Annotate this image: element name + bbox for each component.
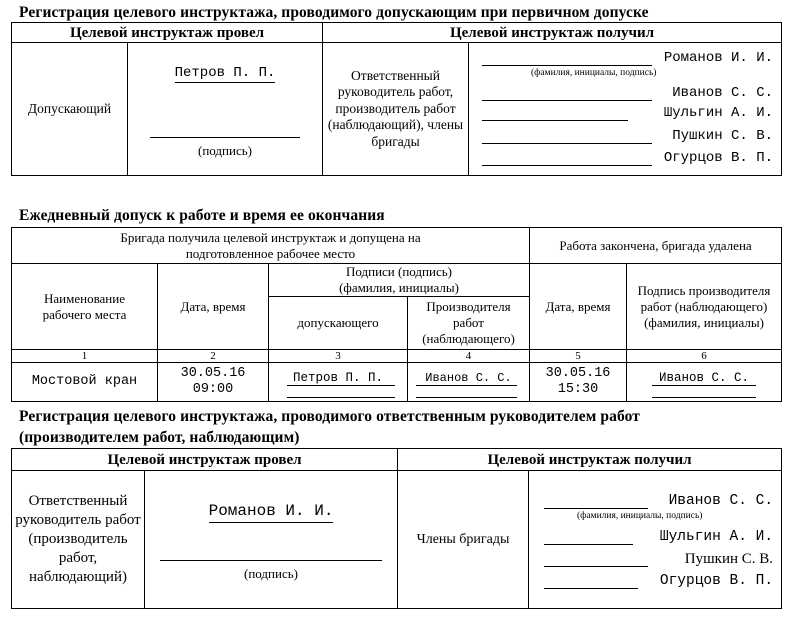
receiver-name: Иванов С. С. bbox=[672, 85, 774, 101]
col-number: 5 bbox=[530, 350, 627, 363]
row-start-date: 30.05.16 bbox=[180, 366, 246, 381]
row-workplace: Мостовой кран bbox=[12, 363, 158, 402]
row-foreman-cell bbox=[408, 363, 530, 402]
signature-label: (подпись) bbox=[198, 143, 252, 158]
receiver-name: Огурцов В. П. bbox=[659, 573, 774, 589]
receivers-cell bbox=[469, 43, 782, 176]
section3-table bbox=[11, 448, 782, 609]
conductor-role: Ответственный руководитель работ (производитель работ, наблюдающий) bbox=[12, 471, 145, 609]
header-conducted: Целевой инструктаж провел bbox=[12, 23, 323, 43]
receivers-cell bbox=[529, 471, 782, 609]
row-end-date: 30.05.16 bbox=[545, 366, 611, 381]
receiver-name: Иванов С. С. bbox=[668, 493, 774, 509]
names-caption: (фамилия, инициалы, подпись) bbox=[531, 68, 657, 78]
row-end-datetime bbox=[530, 363, 627, 402]
receiver-role: Члены бригады bbox=[398, 471, 529, 609]
receiver-name: Пушкин С. В. bbox=[684, 551, 774, 567]
header-received: Целевой инструктаж получил bbox=[398, 449, 782, 471]
row-admitter: Петров П. П. bbox=[292, 371, 383, 385]
conductor-signature-cell bbox=[128, 43, 323, 176]
header-received: Целевой инструктаж получил bbox=[323, 23, 782, 43]
names-caption: (фамилия, инициалы, подпись) bbox=[577, 511, 703, 521]
row-admitter-cell bbox=[269, 363, 408, 402]
section2-title: Ежедневный допуск к работе и время ее окончания bbox=[19, 207, 385, 224]
receiver-name: Огурцов В. П. bbox=[663, 150, 774, 166]
conductor-role: Допускающий bbox=[12, 43, 128, 176]
header-conducted: Целевой инструктаж провел bbox=[12, 449, 398, 471]
conductor-signature-cell bbox=[145, 471, 398, 609]
conductor-name: Петров П. П. bbox=[174, 65, 276, 81]
row-foreman-end-cell bbox=[627, 363, 782, 402]
col-number: 4 bbox=[408, 350, 530, 363]
group-left-header: Бригада получила целевой инструктаж и допущена на подготовленное рабочее место bbox=[12, 228, 530, 264]
receiver-name: Пушкин С. В. bbox=[672, 128, 774, 144]
col-number: 2 bbox=[158, 350, 269, 363]
section1-table bbox=[11, 22, 782, 176]
col-number: 1 bbox=[12, 350, 158, 363]
row-foreman: Иванов С. С. bbox=[425, 371, 512, 385]
row-start-datetime bbox=[158, 363, 269, 402]
col-workplace: Наименование рабочего места bbox=[12, 264, 158, 350]
section3-title-line1: Регистрация целевого инструктажа, проводимого ответственным руководителем работ bbox=[19, 408, 640, 425]
row-foreman-end: Иванов С. С. bbox=[659, 371, 750, 385]
col-admitter: допускающего bbox=[269, 297, 408, 350]
group-right-header: Работа закончена, бригада удалена bbox=[530, 228, 782, 264]
signature-line bbox=[160, 560, 382, 561]
receiver-role: Ответственный руководитель работ, производитель работ (наблюдающий), члены бригады bbox=[323, 43, 469, 176]
col-number: 3 bbox=[269, 350, 408, 363]
receiver-name: Шульгин А. И. bbox=[659, 529, 774, 545]
row-end-time: 15:30 bbox=[557, 382, 599, 397]
signature-line bbox=[150, 137, 300, 138]
row-start-time: 09:00 bbox=[192, 382, 234, 397]
col-foreman: Производителя работ (наблюдающего) bbox=[408, 297, 530, 350]
signature-label: (подпись) bbox=[244, 566, 298, 581]
receiver-name: Шульгин А. И. bbox=[663, 105, 774, 121]
receiver-name: Романов И. И. bbox=[663, 50, 774, 66]
col-signatures: Подписи (подпись) (фамилия, инициалы) bbox=[269, 264, 530, 297]
conductor-name: Романов И. И. bbox=[209, 502, 334, 523]
col-number: 6 bbox=[627, 350, 782, 363]
section1-title: Регистрация целевого инструктажа, проводимого допускающим при первичном допуске bbox=[19, 4, 649, 21]
section2-table bbox=[11, 227, 782, 402]
col-datetime: Дата, время bbox=[158, 264, 269, 350]
section3-title-line2: (производителем работ, наблюдающим) bbox=[19, 429, 300, 446]
col-foreman-sign: Подпись производителя работ (наблюдающего) (фамилия, инициалы) bbox=[627, 264, 782, 350]
col-datetime-end: Дата, время bbox=[530, 264, 627, 350]
